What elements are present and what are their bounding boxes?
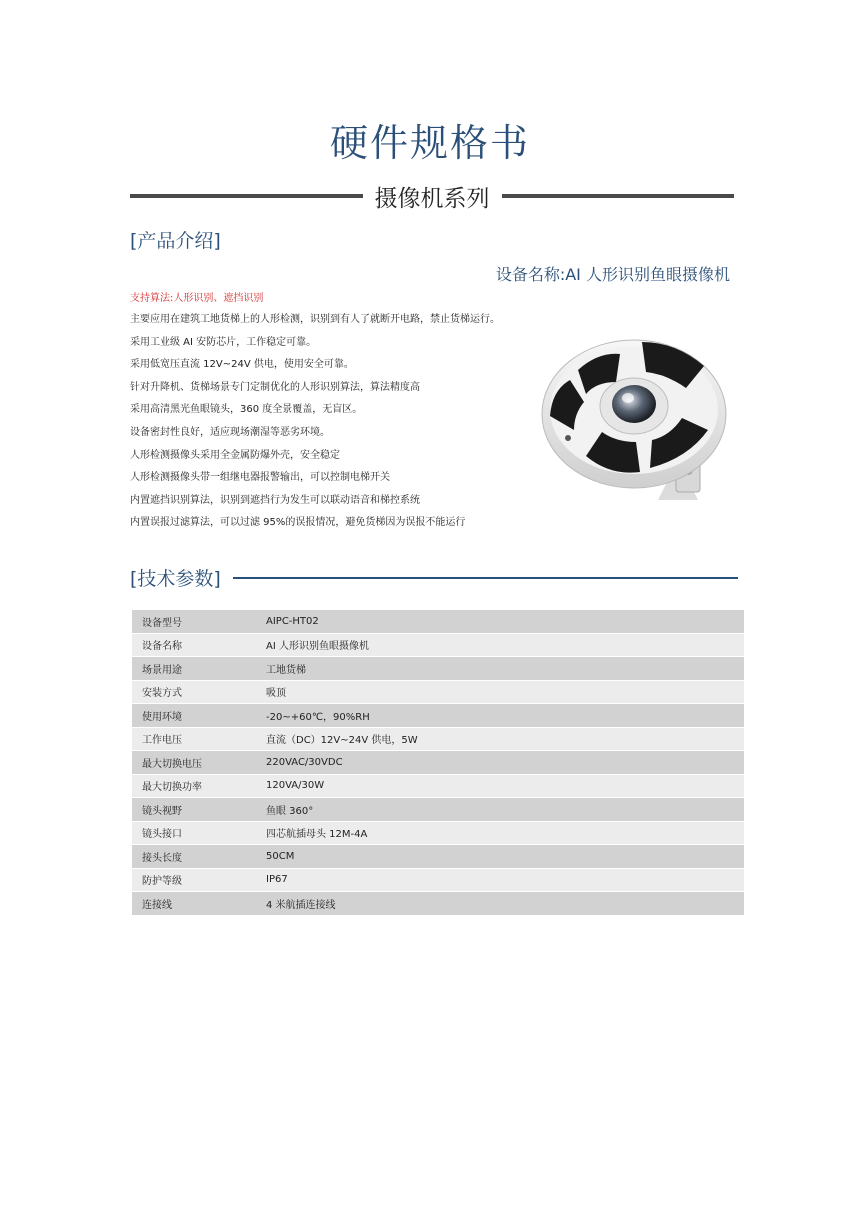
spec-value: 50CM bbox=[256, 845, 744, 869]
feature-item: 针对升降机、货梯场景专门定制优化的人形识别算法，算法精度高 bbox=[130, 381, 420, 393]
feature-item: 内置遮挡识别算法，识别到遮挡行为发生可以联动语音和梯控系统 bbox=[130, 494, 420, 506]
series-title: 摄像机系列 bbox=[374, 185, 490, 212]
supported-algorithms: 支持算法:人形识别、遮挡识别 bbox=[130, 293, 264, 304]
table-row bbox=[132, 610, 744, 633]
fisheye-camera-icon bbox=[538, 330, 734, 508]
table-row bbox=[132, 657, 744, 681]
feature-item: 设备密封性良好，适应现场潮湿等恶劣环境。 bbox=[130, 426, 330, 438]
feature-item: 内置误报过滤算法，可以过滤 95%的误报情况，避免货梯因为误报不能运行 bbox=[130, 517, 466, 529]
spec-value: 吸顶 bbox=[256, 680, 744, 704]
device-name: 设备名称:AI 人形识别鱼眼摄像机 bbox=[495, 265, 730, 284]
feature-item: 采用高清黑光鱼眼镜头，360 度全景覆盖，无盲区。 bbox=[130, 404, 363, 416]
feature-list bbox=[130, 309, 550, 535]
section-heading-params-text: [技术参数] bbox=[130, 568, 221, 590]
spec-key: 使用环境 bbox=[132, 704, 256, 728]
table-row bbox=[132, 633, 744, 657]
page-title: 硬件规格书 bbox=[329, 121, 530, 165]
spec-value: 直流（DC）12V~24V 供电，5W bbox=[256, 727, 744, 751]
spec-key: 工作电压 bbox=[132, 727, 256, 751]
section-divider bbox=[233, 577, 738, 579]
spec-value: AIPC-HT02 bbox=[256, 610, 744, 633]
table-row bbox=[132, 774, 744, 798]
feature-item: 主要应用在建筑工地货梯上的人形检测，识别到有人了就断开电路，禁止货梯运行。 bbox=[130, 314, 500, 325]
divider-left bbox=[130, 194, 363, 198]
section-heading-intro-text: [产品介绍] bbox=[130, 230, 221, 252]
spec-value: AI 人形识别鱼眼摄像机 bbox=[256, 633, 744, 657]
spec-key: 设备型号 bbox=[132, 610, 256, 633]
spec-value: 四芯航插母头 12M-4A bbox=[256, 821, 744, 845]
section-heading-intro bbox=[130, 226, 740, 253]
spec-key: 镜头接口 bbox=[132, 821, 256, 845]
spec-key: 场景用途 bbox=[132, 657, 256, 681]
table-row bbox=[132, 704, 744, 728]
table-row bbox=[132, 821, 744, 845]
table-row bbox=[132, 845, 744, 869]
spec-value: 4 米航插连接线 bbox=[256, 892, 744, 916]
spec-key: 镜头视野 bbox=[132, 798, 256, 822]
feature-item: 人形检测摄像头带一组继电器报警输出，可以控制电梯开关 bbox=[130, 472, 390, 484]
spec-key: 连接线 bbox=[132, 892, 256, 916]
divider-right bbox=[502, 194, 735, 198]
spec-value: 220VAC/30VDC bbox=[256, 751, 744, 775]
feature-item: 人形检测摄像头采用全金属防爆外壳，安全稳定 bbox=[130, 449, 340, 461]
spec-value: 120VA/30W bbox=[256, 774, 744, 798]
feature-item: 采用低宽压直流 12V~24V 供电，使用安全可靠。 bbox=[130, 359, 354, 371]
spec-key: 防护等级 bbox=[132, 868, 256, 892]
spec-key: 最大切换电压 bbox=[132, 751, 256, 775]
spec-key: 接头长度 bbox=[132, 845, 256, 869]
table-row bbox=[132, 727, 744, 751]
spec-value: 鱼眼 360° bbox=[256, 798, 744, 822]
spec-key: 最大切换功率 bbox=[132, 774, 256, 798]
table-row bbox=[132, 868, 744, 892]
section-heading-params bbox=[130, 564, 738, 591]
spec-value: IP67 bbox=[256, 868, 744, 892]
table-row bbox=[132, 798, 744, 822]
spec-value: -20~+60℃，90%RH bbox=[256, 704, 744, 728]
spec-table bbox=[132, 610, 744, 916]
table-row bbox=[132, 892, 744, 916]
series-header bbox=[130, 178, 734, 214]
spec-key: 安装方式 bbox=[132, 680, 256, 704]
feature-item: 采用工业级 AI 安防芯片，工作稳定可靠。 bbox=[130, 336, 317, 348]
spec-key: 设备名称 bbox=[132, 633, 256, 657]
table-row bbox=[132, 680, 744, 704]
table-row bbox=[132, 751, 744, 775]
spec-value: 工地货梯 bbox=[256, 657, 744, 681]
